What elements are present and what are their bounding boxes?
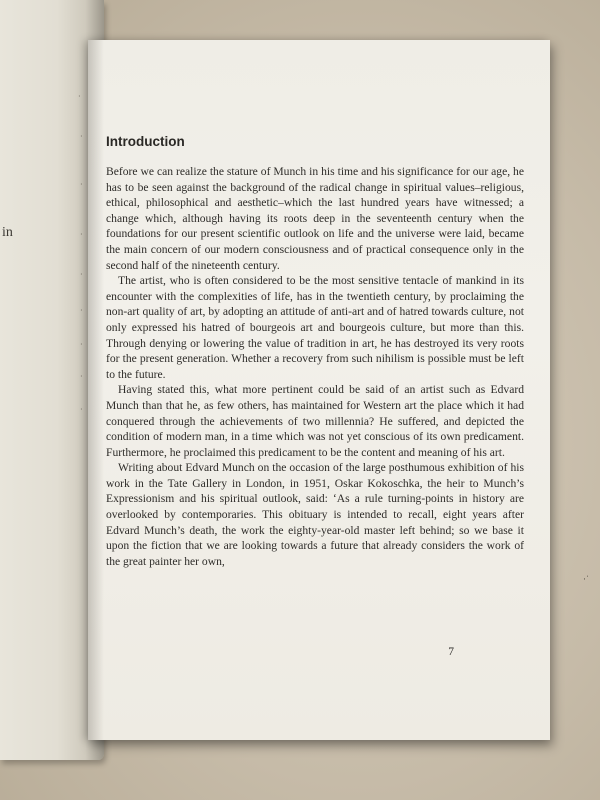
book-page: [88, 40, 550, 740]
paragraph-4: Writing about Edvard Munch on the occasion of the large posthumous exhibition of his work in the Tate Gallery in London, in 1951, Oskar Kokoschka, the heir to Munch’s Expressionism and his spiritual outlook, said: ‘As a rule turning-points in history are overlooked by contemporaries. This obituary is intended to recall, eight years after Edvard Munch’s death, the work the eighty-year-old master left behind; so we base it upon the fiction that we are looking towards a future that already considers the work of the great painter her own,: [106, 461, 524, 568]
paragraph-3: Having stated this, what more pertinent could be said of an artist such as Edvard Munch than that he, as few others, has maintained for Western art the place which it had conquered through the achievements of two millennia? He suffered, and depicted the condition of modern man, in a time which was not yet conscious of its own predicament. Furthermore, he proclaimed this predicament to be the content and meaning of his art.: [106, 383, 524, 459]
page-number: 7: [448, 646, 454, 658]
left-page: · · · · · · · · · in: [0, 0, 104, 760]
dust-speck: ·ˈ: [583, 574, 589, 584]
left-page-text-fragment: in: [2, 225, 13, 240]
paragraph-1: Before we can realize the stature of Munch in his time and his significance for our age, he has to be seen against the background of the radical change in spiritual values–religious, ethical, philosophical and aesthetic–which the last hundred years have witnessed; a change which, although having its roots deep in the seventeenth century when the foundations for our present scientific outlook on life and the universe were laid, became the main concern of our modern consciousness and of practical consequence only in the second half of the nineteenth century.: [106, 165, 524, 272]
page-heading: Introduction: [106, 134, 185, 149]
body-text: [106, 164, 524, 569]
paragraph-2: The artist, who is often considered to be the most sensitive tentacle of mankind in its encounter with the complexities of life, has in the twentieth century, by proclaiming the non-art quality of art, by adopting an attitude of anti-art and of hatred towards culture, not only expressed his hatred of bourgeois art and bourgeois culture, but more than this. Through denying or lowering the value of tradition in art, he has destroyed its very roots for the present generation. Whether a recovery from such nihilism is possible must be left to the future.: [106, 274, 524, 381]
